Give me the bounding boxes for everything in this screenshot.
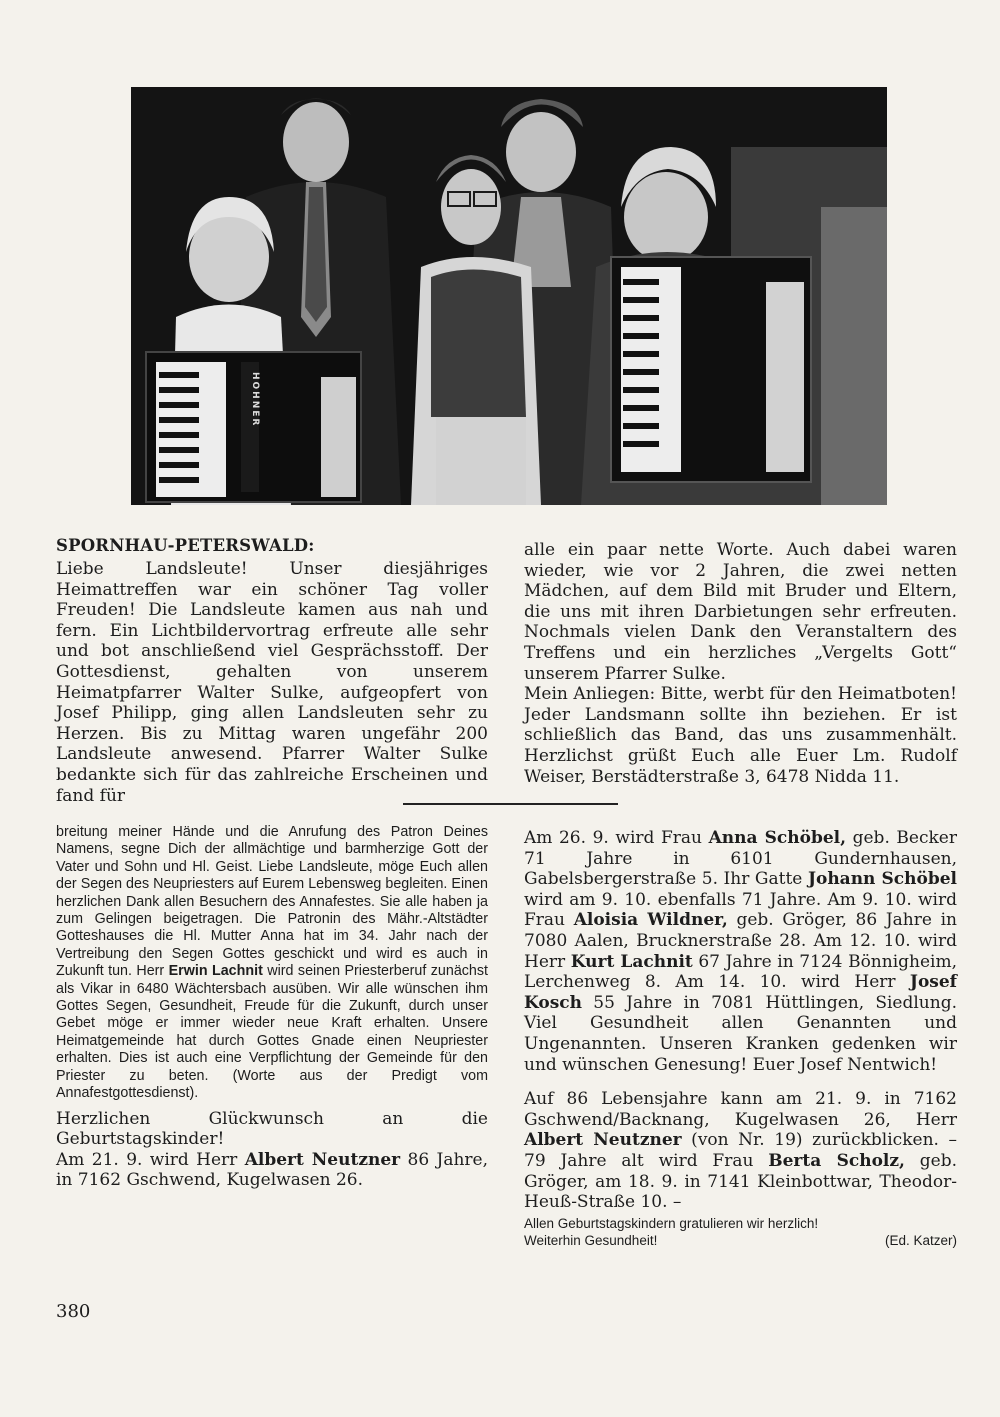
article-title: SPORNHAU-PETERSWALD:: [56, 536, 315, 555]
article-right-text-1: alle ein paar nette Worte. Auch dabei waren wieder, wie vor 2 Jahren, die zwei netten Mädchen, auf dem Bild mit Bruder und Eltern, die uns mit ihren Darbietungen sehr erfreuten. Nochmals vielen Dank den Veranstaltern des Treffens und ein herzliches „Vergelts Gott“ unserem Pfarrer Sulke.: [524, 540, 957, 684]
article-left-text: Liebe Landsleute! Unser diesjähriges Heimattreffen war ein schöner Tag voller Freuden! Die Landsleute kamen aus nah und fern. Ein Lichtbildervortrag erfreute alle sehr und bot anschließend viel Gesprächsstoff. Der Gottesdienst, gehalten von unserem Heimatpfarrer Walter Sulke, aufgeopfert von Josef Philipp, ging allen Landsleuten sehr zu Herzen. Bis zu Mittag waren ungefähr 200 Landsleute anwesend. Pfarrer Walter Sulke bedankte sich für das zahlreiche Erscheinen und fand für: [56, 559, 488, 806]
signature: (Ed. Katzer): [884, 1232, 957, 1248]
article-left-column: [56, 536, 488, 806]
group-photo: [131, 87, 887, 505]
birthday-list-paragraph: Am 26. 9. wird Frau Anna Schöbel, geb. Becker 71 Jahre in 6101 Gundernhausen, Gabelsbergerstraße 5. Ihr Gatte Johann Schöbel wird am 9. 10. ebenfalls 71 Jahre. Am 9. 10. wird Frau Aloisia Wildner, geb. Gröger, 86 Jahre in 7080 Aalen, Brucknerstraße 28. Am 12. 10. wird Herr Kurt Lachnit 67 Jahre in 7124 Bönnigheim, Lerchenweg 8. Am 14. 10. wird Herr Josef Kosch 55 Jahre in 7081 Hüttlingen, Siedlung. Viel Gesundheit allen Genannten und Ungenannten. Unseren Kranken gedenken wir und wünschen Genesung! Euer Josef Nentwich!: [524, 828, 957, 1075]
accordion-brand-label: HOHNER: [250, 372, 260, 428]
page-number: 380: [56, 1301, 91, 1322]
lower-left-column: [56, 824, 488, 1191]
birthday-entry: Am 21. 9. wird Herr Albert Neutzner 86 Jahre, in 7162 Gschwend, Kugelwasen 26.: [56, 1149, 489, 1191]
closing-line-2: Weiterhin Gesundheit!: [524, 1232, 658, 1248]
article-right-text-2: Mein Anliegen: Bitte, werbt für den Heimatboten! Jeder Landsmann sollte ihn beziehen. Er ist schließlich das Band, das uns zusammenhält. Herzlichst grüßt Euch alle Euer Lm. Rudolf Weiser, Berstädterstraße 3, 6478 Nidda 11.: [524, 684, 957, 787]
section-divider: [403, 803, 618, 805]
priest-name: Erwin Lachnit: [168, 963, 263, 980]
birthday-second-paragraph: Auf 86 Lebensjahre kann am 21. 9. in 7162 Gschwend/Backnang, Kugelwasen 26, Herr Albert Neutzner (von Nr. 19) zurückblicken. – 79 Jahre alt wird Frau Berta Scholz, geb. Gröger, am 18. 9. in 7141 Kleinbottwar, Theodor-Heuß-Straße 10. –: [524, 1089, 957, 1213]
accordion-group-photo-icon: [131, 87, 887, 505]
lower-right-column: [524, 828, 957, 1249]
birthday-heading: Herzlichen Glückwunsch an die Geburtstagskinder!: [56, 1108, 488, 1150]
article-right-column: [524, 540, 957, 787]
sermon-paragraph: breitung meiner Hände und die Anrufung des Patron Deines Namens, segne Dich der allmächtige und barmherzige Gott der Vater und Sohn und Hl. Geist. Liebe Landsleute, möge Euch allen der Segen des Neupriesters auf Eurem Lebensweg begleiten. Einen herzlichen Dank allen Besuchern des Annafestes. Sie alle haben ja zum Gelingen beigetragen. Die Patronin des Mähr.-Altstädter Gotteshauses die Hl. Mutter Anna hat im 34. Jahr nach der Vertreibung den Segen Gottes geschickt und wird es auch in Zukunft tun. Herr Erwin Lachnit wird seinen Priesterberuf zunächst als Vikar in 6480 Wächtersbach ausüben. Wir alle wünschen ihm Gottes Segen, Gesundheit, Freude für die Zukunft, durch unser Gebet möge er immer wieder neue Kraft erhalten. Unsere Heimatgemeinde hat durch Gottes Gnade einen Neupriester erhalten. Dies ist auch eine Verpflichtung der Gemeinde für den Priester zu beten. (Worte aus der Predigt vom Annafestgottesdienst).: [56, 824, 488, 1102]
closing-line-1: Allen Geburtstagskindern gratulieren wir herzlich!: [524, 1215, 819, 1231]
